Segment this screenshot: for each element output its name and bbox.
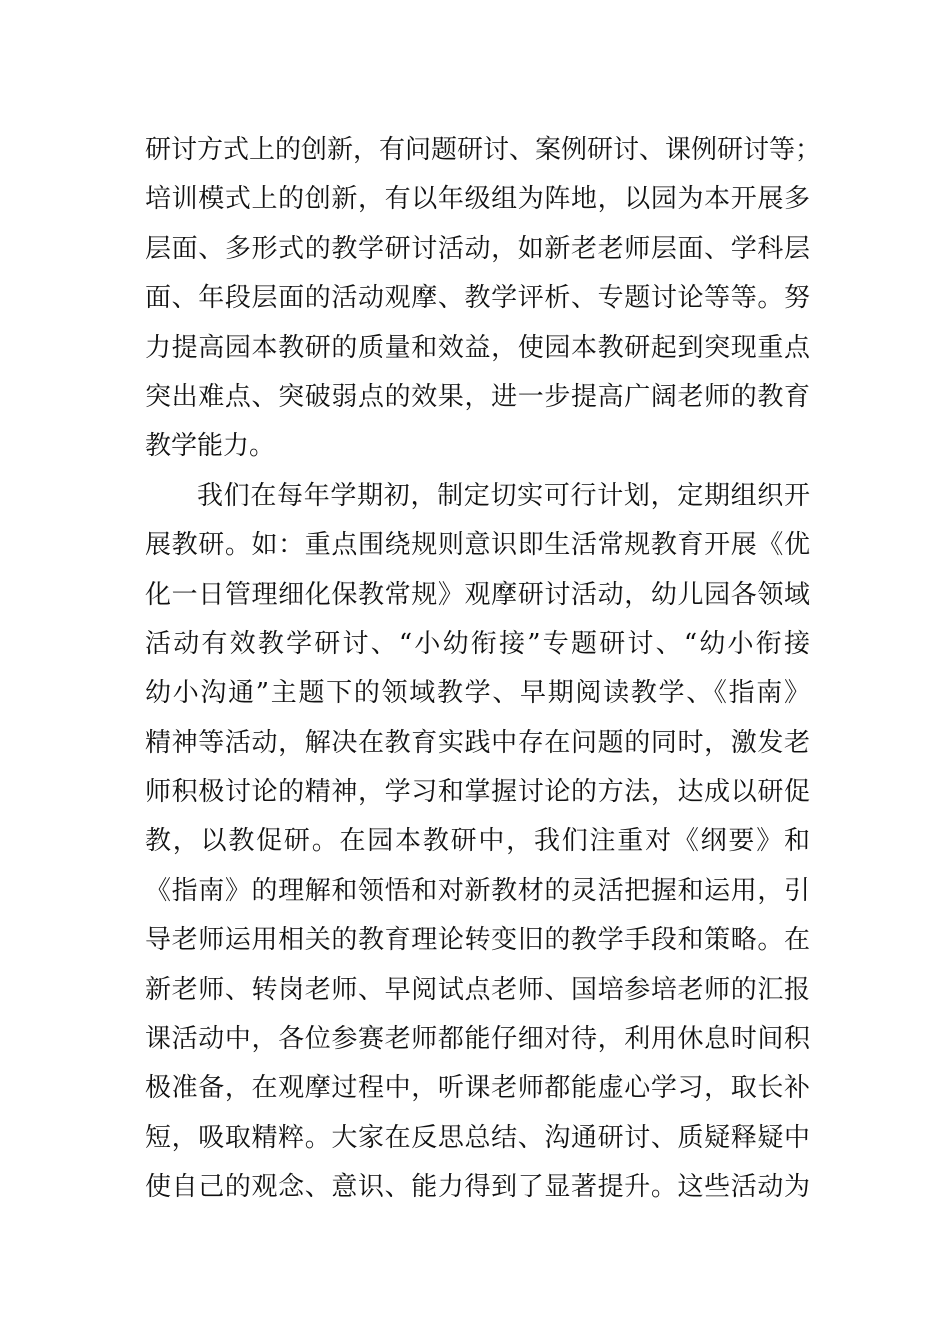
text-line: 新老师、转岗老师、早阅试点老师、国培参培老师的汇报 xyxy=(145,974,810,1005)
paragraph-first-line: 我们在每年学期初，制定切实可行计划，定期组织开 xyxy=(197,480,810,511)
text-line: 导老师运用相关的教育理论转变旧的教学手段和策略。在 xyxy=(145,925,810,956)
text-line: 化一日管理细化保教常规》观摩研讨活动，幼儿园各领域 xyxy=(145,579,810,610)
text-line: 培训模式上的创新，有以年级组为阵地，以园为本开展多 xyxy=(145,184,810,215)
text-line: 使自己的观念、意识、能力得到了显著提升。这些活动为 xyxy=(145,1172,810,1203)
text-line: 教，以教促研。在园本教研中，我们注重对《纲要》和 xyxy=(145,826,810,857)
text-line: 突出难点、突破弱点的效果，进一步提高广阔老师的教育 xyxy=(145,381,810,412)
text-line: 精神等活动，解决在教育实践中存在问题的同时，激发老 xyxy=(145,727,810,758)
text-line: 力提高园本教研的质量和效益，使园本教研起到突现重点 xyxy=(145,332,810,363)
text-line: 课活动中，各位参赛老师都能仔细对待，利用休息时间积 xyxy=(145,1024,810,1055)
text-line: 层面、多形式的教学研讨活动，如新老老师层面、学科层 xyxy=(145,233,810,264)
text-line: 展教研。如：重点围绕规则意识即生活常规教育开展《优 xyxy=(145,530,810,561)
text-line: 《指南》的理解和领悟和对新教材的灵活把握和运用，引 xyxy=(145,875,810,906)
text-line: 极准备，在观摩过程中，听课老师都能虚心学习，取长补 xyxy=(145,1073,810,1104)
document-body xyxy=(145,126,822,1213)
text-line: 活动有效教学研讨、“小幼衔接”专题研讨、“幼小衔接 xyxy=(145,628,810,659)
text-line: 研讨方式上的创新，有问题研讨、案例研讨、课例研讨等； xyxy=(145,135,822,165)
text-line: 幼小沟通”主题下的领域教学、早期阅读教学、《指南》 xyxy=(145,678,810,709)
text-line: 教学能力。 xyxy=(145,431,276,462)
text-line: 短，吸取精粹。大家在反思总结、沟通研讨、质疑释疑中 xyxy=(145,1122,810,1153)
text-line: 面、年段层面的活动观摩、教学评析、专题讨论等等。努 xyxy=(145,283,810,314)
text-line: 师积极讨论的精神，学习和掌握讨论的方法，达成以研促 xyxy=(145,777,810,808)
